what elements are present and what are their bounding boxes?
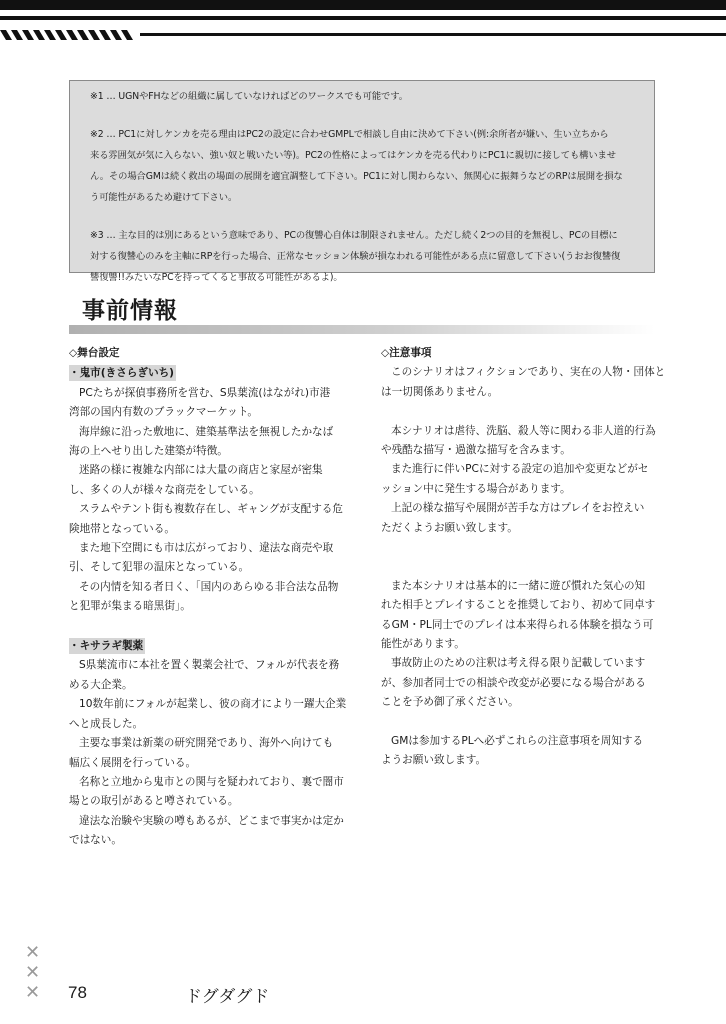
body-line: や残酷な描写・過激な描写を含みます。 — [381, 444, 571, 457]
body-line: める大企業。 — [69, 678, 133, 691]
body-line: 湾部の国内有数のブラックマーケット。 — [69, 406, 258, 419]
body-line: れた相手とプレイすることを推奨しており、初めて同卓す — [381, 599, 656, 612]
note-line: う可能性があるため避けて下さい。 — [90, 192, 238, 203]
section-title-underline — [69, 325, 655, 334]
cross-mark-icon: ✕ — [25, 942, 41, 963]
page-number: 78 — [68, 983, 87, 1002]
body-line: また本シナリオは基本的に一緒に遊び慣れた気心の知 — [391, 579, 646, 592]
left-column — [69, 344, 349, 851]
stripe-ornament — [0, 26, 140, 44]
body-line: 場との取引があると噂されている。 — [69, 795, 239, 808]
body-line: 引、そして犯罪の温床となっている。 — [69, 561, 250, 574]
note-line: ※3 … 主な目的は別にあるという意味であり、PCの復讐心自体は制限されません。ただし続く2つの目的を無視し、PCの目標に — [90, 230, 618, 241]
oni-market-title: ・鬼市(きさらぎいち) — [69, 367, 175, 380]
cross-mark-icon: ✕ — [25, 962, 41, 983]
kisaragi-pharma-title: ・キサラギ製薬 — [69, 640, 144, 653]
body-line: が、参加者同士での相談や改変が必要になる場合がある — [381, 676, 646, 689]
body-line: 名称と立地から鬼市との関与を疑われており、裏で闇市 — [79, 775, 344, 788]
note-line: 対する復讐心のみを主軸にRPを行った場合、正常なセッション体験が損なわれる可能性がある点に留意して下さい(うおお復讐復 — [90, 251, 621, 262]
body-line: ッション中に発生する場合があります。 — [381, 482, 571, 495]
body-line: また進行に伴いPCに対する設定の追加や変更などがセ — [391, 463, 649, 476]
note-line: ※2 … PC1に対しケンカを売る理由はPC2の設定に合わせGMPLで相談し自由に決めて下さい(例:余所者が嫌い、生い立ちから — [90, 129, 609, 140]
note-line: ん。その場合GMは続く救出の場面の展開を適宜調整して下さい。PC1に対し関わらない、無関心に振舞うなどのRPは展開を損な — [90, 171, 623, 182]
top-border-bar — [0, 0, 726, 10]
right-column — [381, 344, 666, 771]
body-line: PCたちが探偵事務所を営む、S県葉流(はながれ)市港 — [79, 386, 331, 399]
body-line: 違法な治験や実験の噂もあるが、どこまで事実かは定か — [79, 814, 344, 827]
body-line: 海岸線に沿った敷地に、建築基準法を無視したかなば — [79, 425, 334, 438]
cross-mark-icon: ✕ — [25, 982, 41, 1003]
body-line: 迷路の様に複雑な内部には大量の商店と家屋が密集 — [79, 464, 323, 477]
body-line: スラムやテント街も複数存在し、ギャングが支配する危 — [79, 503, 343, 516]
top-border-thin-bar — [0, 16, 726, 20]
cautions-heading: ◇注意事項 — [381, 347, 432, 359]
body-line: このシナリオはフィクションであり、実在の人物・団体と — [391, 366, 666, 379]
body-line: 10数年前にフォルが起業し、彼の商才により一躍大企業 — [79, 698, 347, 711]
body-line: GMは参加するPLへ必ずこれらの注意事項を周知する — [391, 735, 644, 748]
body-line: と犯罪が集まる暗黒街」。 — [69, 600, 191, 613]
body-line: るGM・PL同士でのプレイは本来得られる体験を損なう可 — [381, 618, 654, 631]
footer-title: ドグダグド — [185, 987, 270, 1007]
body-line: は一切関係ありません。 — [381, 385, 499, 398]
body-line: その内情を知る者日く、「国内のあらゆる非合法な品物 — [79, 580, 339, 593]
body-line: 本シナリオは虐待、洗脳、殺人等に関わる非人道的行為 — [391, 424, 656, 437]
body-line: ではない。 — [69, 834, 122, 847]
section-title: 事前情報 — [82, 298, 178, 324]
body-line: 上記の様な描写や展開が苦手な方はプレイをお控えい — [391, 502, 645, 515]
body-line: 幅広く展開を行っている。 — [69, 756, 197, 769]
body-line: ようお願い致します。 — [381, 754, 487, 767]
body-line: 主要な事業は新薬の研究開発であり、海外へ向けても — [79, 737, 334, 750]
stage-setting-heading: ◇舞台設定 — [69, 347, 120, 359]
body-line: 能性があります。 — [381, 638, 465, 651]
body-line: また地下空間にも市は広がっており、違法な商売や取 — [79, 542, 334, 555]
body-line: し、多くの人が様々な商売をしている。 — [69, 483, 260, 496]
body-line: ことを予め御了承ください。 — [381, 696, 519, 709]
body-line: ただくようお願い致します。 — [381, 521, 518, 534]
note-line: ※1 … UGNやFHなどの組織に属していなければどのワークスでも可能です。 — [90, 91, 408, 102]
body-line: へと成長した。 — [69, 717, 144, 730]
notes-box — [69, 80, 655, 283]
body-line: 険地帯となっている。 — [69, 522, 175, 535]
note-line: 来る雰囲気が気に入らない、強い奴と戦いたい等)。PC2の性格によってはケンカを売る代わりにPC1に親切に接しても構いませ — [90, 150, 616, 161]
body-line: 事故防止のための注釈は考え得る限り記載しています — [391, 657, 646, 670]
note-line: 讐復讐!!みたいなPCを持ってくると事故る可能性があるよ)。 — [90, 272, 343, 283]
top-rule — [140, 33, 726, 36]
body-line: 海の上へせり出した建築が特徴。 — [69, 445, 228, 458]
body-line: S県葉流市に本社を置く製薬会社で、フォルが代表を務 — [79, 659, 340, 672]
